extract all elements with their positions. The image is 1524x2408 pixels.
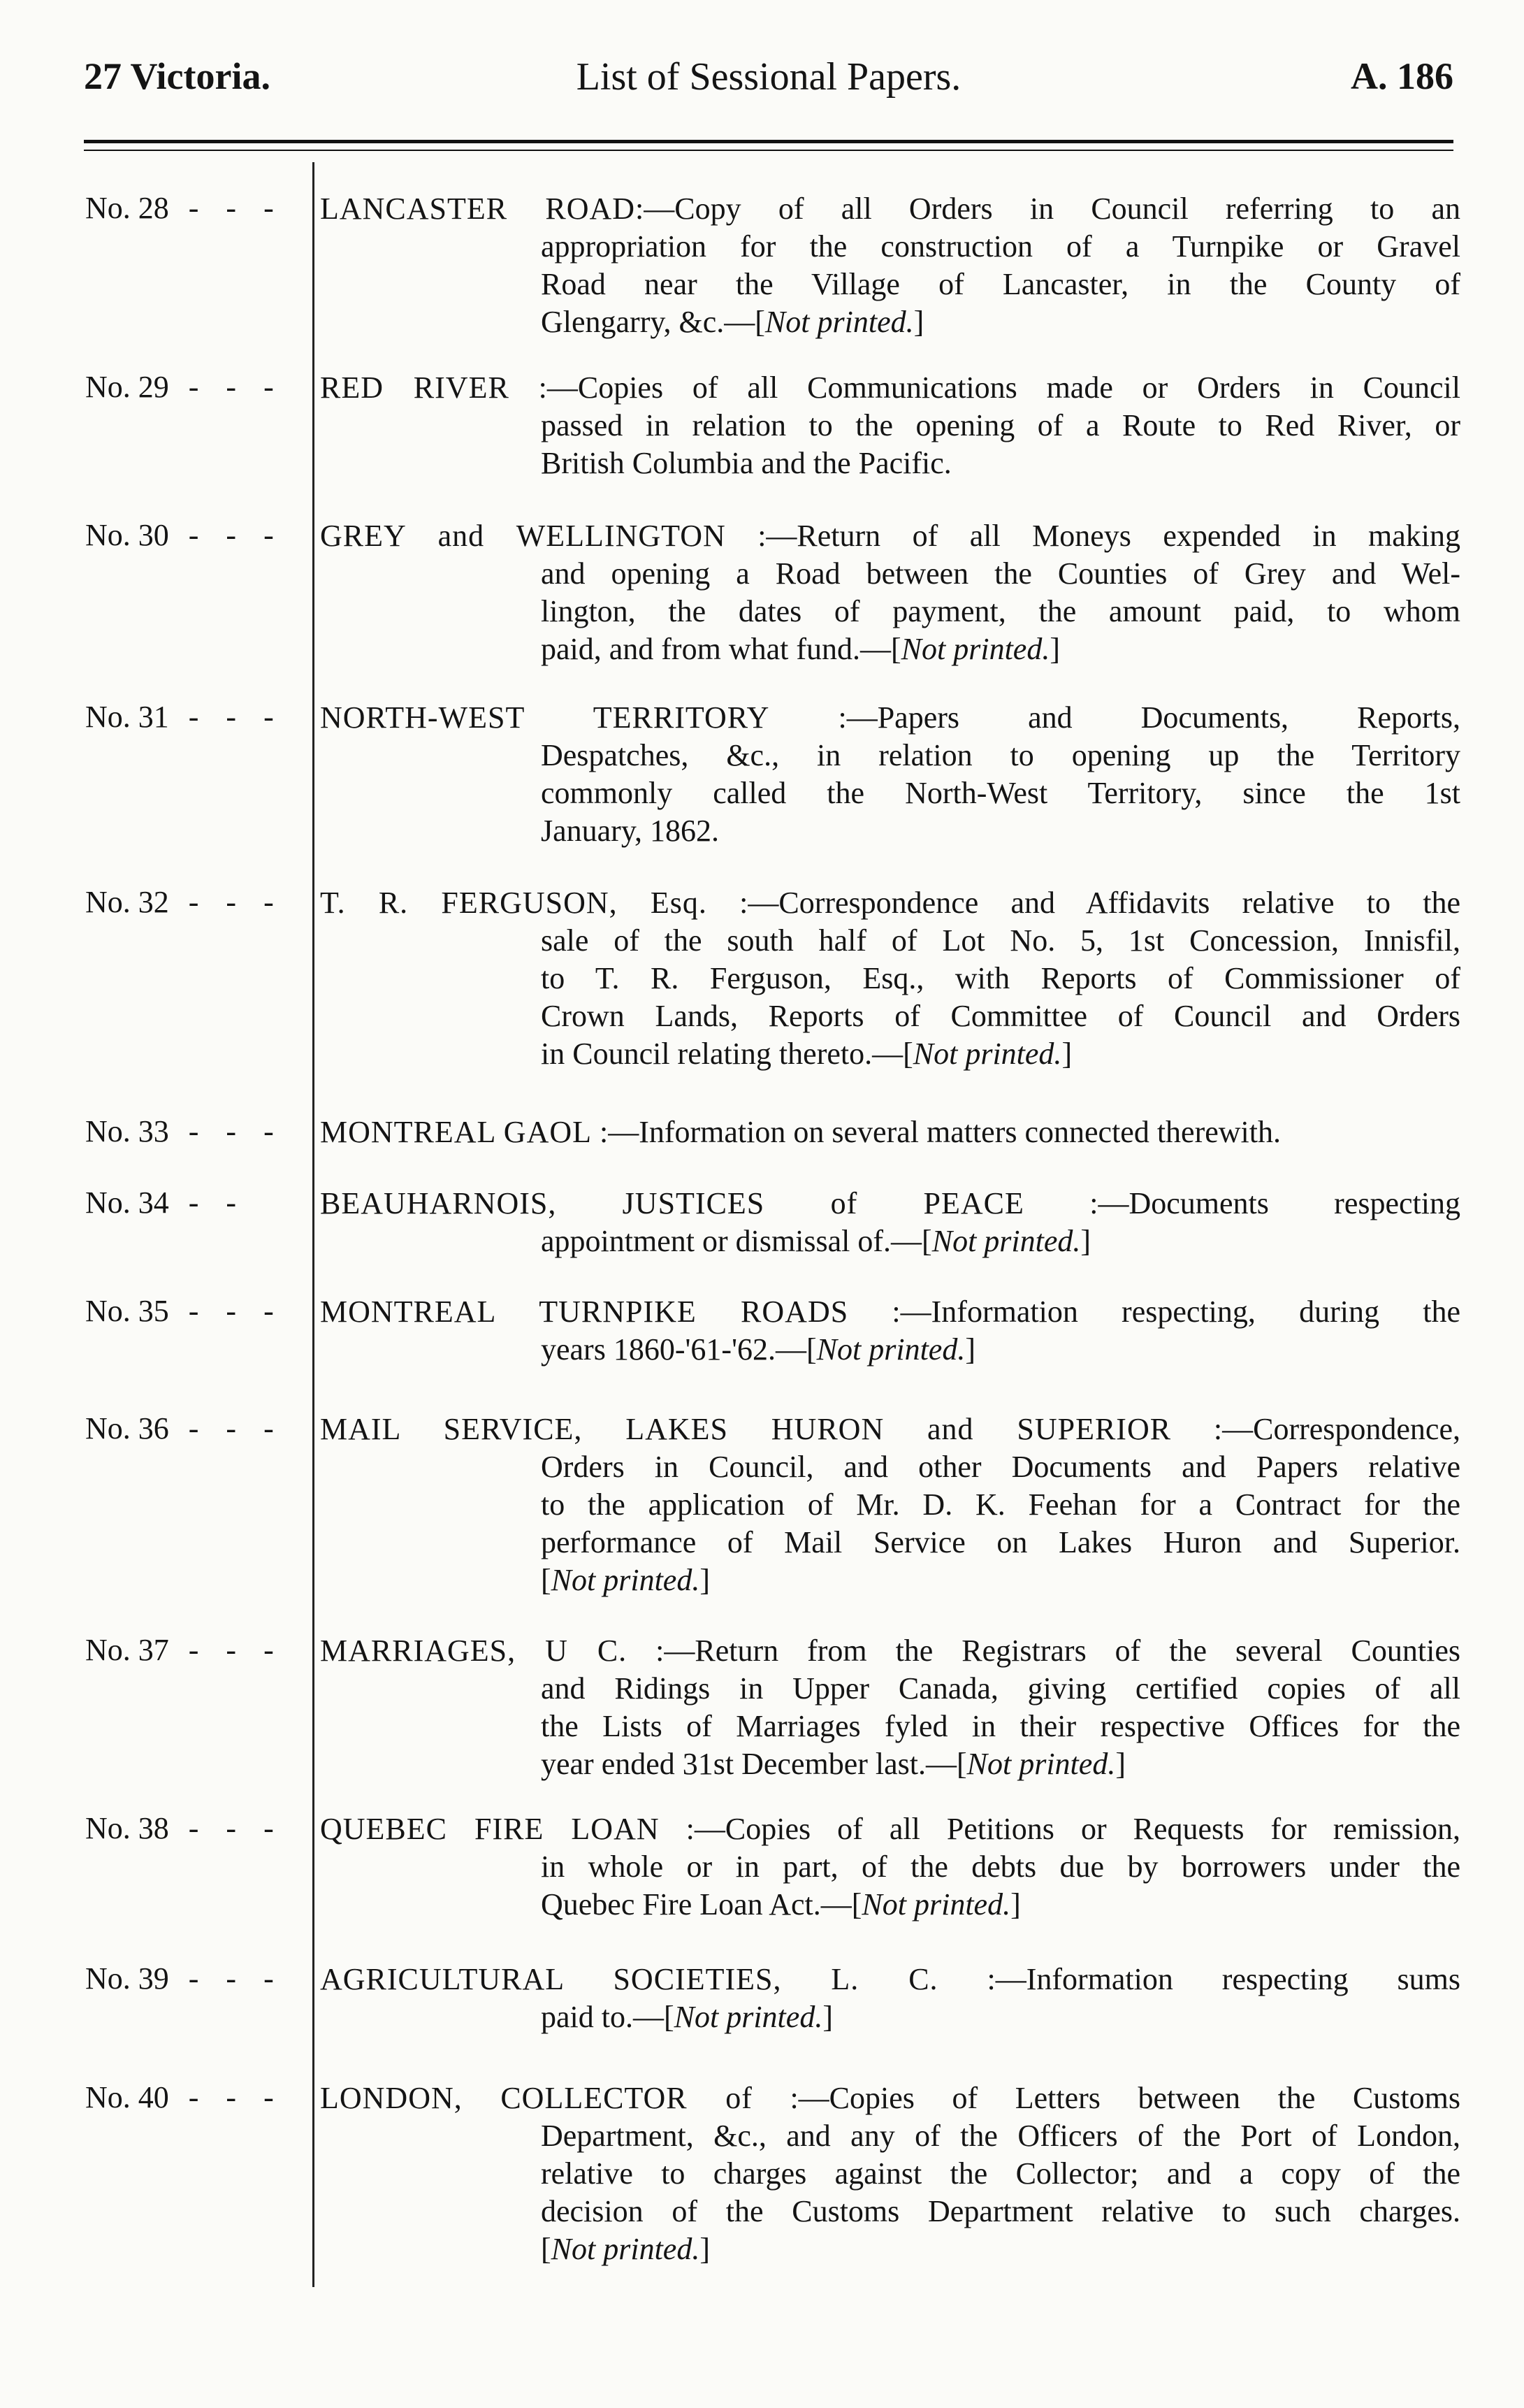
paper-number-label: No. 36 [85, 1411, 169, 1445]
paper-number [85, 517, 284, 553]
paper-number-label: No. 28 [85, 191, 169, 225]
description-first-line: MARRIAGES, U C. :—Return from the Registrars of the several Counties [320, 1634, 1460, 1668]
paper-heading: MARRIAGES, U C. [320, 1634, 627, 1668]
paper-number [85, 1293, 284, 1329]
paper-heading: LANCASTER ROAD [320, 192, 636, 226]
leader-dashes: - - - [188, 191, 284, 225]
description-first-line: NORTH-WEST TERRITORY :—Papers and Documents, Reports, [320, 700, 1460, 735]
leader-dashes: - - - [188, 1294, 284, 1328]
description-line: and Ridings in Upper Canada, giving certified copies of all [541, 1671, 1460, 1706]
leader-dashes: - - - [188, 1961, 284, 1996]
paper-heading: NORTH-WEST TERRITORY [320, 700, 770, 735]
paper-number [85, 1810, 284, 1846]
description-line: and opening a Road between the Counties of Grey and Wel- [541, 556, 1460, 591]
description-line: sale of the south half of Lot No. 5, 1st Concession, Innisfil, [541, 923, 1460, 958]
paper-number [85, 369, 284, 405]
description-line: performance of Mail Service on Lakes Huron and Superior. [541, 1525, 1460, 1559]
description-line: January, 1862. [541, 814, 719, 848]
leader-dashes: - - - [188, 2080, 284, 2114]
not-printed-note: Not printed. [931, 1224, 1081, 1258]
not-printed-note: Not printed. [674, 2000, 823, 2034]
leader-dashes: - - - [188, 1411, 284, 1445]
description-line: commonly called the North-West Territory, since the 1st [541, 776, 1460, 810]
description-first-line: LANCASTER ROAD:—Copy of all Orders in Council referring to an [320, 192, 1460, 226]
header-rule-thin [84, 150, 1453, 151]
leader-dashes: - - - [188, 885, 284, 919]
paper-description [320, 369, 1460, 482]
description-first-line: RED RIVER :—Copies of all Communications made or Orders in Council [320, 370, 1461, 405]
description-first-line: MAIL SERVICE, LAKES HURON and SUPERIOR :—Correspondence, [320, 1412, 1460, 1446]
paper-description [320, 517, 1460, 668]
column-divider [312, 162, 314, 2287]
paper-description [320, 190, 1460, 341]
description-line: Quebec Fire Loan Act.—[Not printed.] [541, 1887, 1021, 1922]
paper-number [85, 1411, 284, 1446]
not-printed-note: Not printed. [551, 2232, 700, 2266]
paper-number [85, 1113, 284, 1149]
leader-dashes: - - - [188, 518, 284, 552]
paper-heading: MONTREAL TURNPIKE ROADS [320, 1295, 849, 1329]
paper-description [320, 1293, 1460, 1369]
leader-dashes: - - - [188, 1633, 284, 1667]
leader-dashes: - - - [188, 370, 284, 404]
paper-heading: RED RIVER [320, 370, 509, 405]
description-line: paid to.—[Not printed.] [541, 2000, 833, 2034]
paper-number-label: No. 29 [85, 370, 169, 404]
description-line: decision of the Customs Department relative to such charges. [541, 2194, 1460, 2228]
paper-heading: GREY and WELLINGTON [320, 519, 726, 553]
leader-dashes: - - - [188, 1114, 284, 1148]
paper-description [320, 884, 1460, 1073]
description-line: [Not printed.] [541, 2232, 710, 2266]
not-printed-note: Not printed. [966, 1747, 1116, 1781]
description-line: British Columbia and the Pacific. [541, 446, 952, 480]
paper-number [85, 1632, 284, 1668]
paper-description [320, 1113, 1460, 1151]
paper-description [320, 1411, 1460, 1599]
paper-heading: AGRICULTURAL SOCIETIES, L. C. [320, 1962, 938, 1996]
header-rule-thick [84, 140, 1453, 143]
paper-number-label: No. 33 [85, 1114, 169, 1148]
leader-dashes: - - - [188, 700, 284, 734]
description-line: in whole or in part, of the debts due by borrowers under the [541, 1850, 1460, 1884]
paper-number-label: No. 31 [85, 700, 169, 734]
description-first-line: GREY and WELLINGTON :—Return of all Moneys expended in making [320, 519, 1460, 553]
leader-dashes: - - - [188, 1811, 284, 1845]
description-line: in Council relating thereto.—[Not printed.] [541, 1037, 1073, 1071]
description-first-line: AGRICULTURAL SOCIETIES, L. C. :—Information respecting sums [320, 1962, 1460, 1996]
paper-heading: BEAUHARNOIS, JUSTICES of PEACE [320, 1186, 1024, 1220]
description-line: Road near the Village of Lancaster, in the County of [541, 267, 1460, 301]
description-first-line: QUEBEC FIRE LOAN :—Copies of all Petitions or Requests for remission, [320, 1812, 1460, 1846]
paper-number [85, 1185, 246, 1220]
description-line: appointment or dismissal of.—[Not printed.] [541, 1224, 1091, 1258]
header-title: List of Sessional Papers. [576, 55, 961, 99]
paper-heading: MAIL SERVICE, LAKES HURON and SUPERIOR [320, 1412, 1172, 1446]
paper-description [320, 1632, 1460, 1783]
paper-number-label: No. 32 [85, 885, 169, 919]
paper-description [320, 1961, 1460, 2036]
description-line: lington, the dates of payment, the amount paid, to whom [541, 594, 1460, 628]
description-line: relative to charges against the Collector; and a copy of the [541, 2156, 1460, 2191]
paper-description [320, 1810, 1460, 1924]
description-first-line: MONTREAL GAOL :—Information on several matters connected therewith. [320, 1115, 1281, 1149]
not-printed-note: Not printed. [862, 1887, 1011, 1922]
description-first-line: MONTREAL TURNPIKE ROADS :—Information respecting, during the [320, 1295, 1460, 1329]
description-line: years 1860-'61-'62.—[Not printed.] [541, 1332, 975, 1367]
description-line: to the application of Mr. D. K. Feehan for a Contract for the [541, 1487, 1460, 1522]
paper-description [320, 1185, 1460, 1260]
not-printed-note: Not printed. [913, 1037, 1062, 1071]
description-line: year ended 31st December last.—[Not printed.] [541, 1747, 1126, 1781]
page-header [84, 55, 1453, 110]
paper-heading: T. R. FERGUSON, Esq. [320, 886, 707, 920]
leader-dashes: - - [188, 1185, 247, 1220]
paper-number [85, 190, 284, 226]
description-line: appropriation for the construction of a Turnpike or Gravel [541, 229, 1460, 264]
header-session: 27 Victoria. [84, 55, 270, 97]
description-line: Crown Lands, Reports of Committee of Council and Orders [541, 999, 1460, 1033]
paper-number-label: No. 40 [85, 2080, 169, 2114]
description-first-line: LONDON, COLLECTOR of :—Copies of Letters between the Customs [320, 2081, 1460, 2115]
paper-number-label: No. 35 [85, 1294, 169, 1328]
paper-heading: LONDON, COLLECTOR of [320, 2081, 753, 2115]
description-line: Glengarry, &c.—[Not printed.] [541, 305, 924, 339]
paper-number-label: No. 38 [85, 1811, 169, 1845]
not-printed-note: Not printed. [764, 305, 914, 339]
header-page-ref: A. 186 [1351, 55, 1453, 97]
paper-number [85, 884, 284, 920]
paper-description [320, 699, 1460, 850]
description-line: to T. R. Ferguson, Esq., with Reports of Commissioner of [541, 961, 1460, 995]
description-line: passed in relation to the opening of a Route to Red River, or [541, 408, 1460, 442]
paper-number-label: No. 39 [85, 1961, 169, 1996]
description-first-line: BEAUHARNOIS, JUSTICES of PEACE :—Documents respecting [320, 1186, 1460, 1220]
not-printed-note: Not printed. [816, 1332, 966, 1367]
paper-heading: MONTREAL GAOL [320, 1115, 592, 1149]
paper-description [320, 2079, 1460, 2268]
description-line: paid, and from what fund.—[Not printed.] [541, 632, 1060, 666]
paper-number-label: No. 37 [85, 1633, 169, 1667]
paper-number [85, 2079, 284, 2115]
paper-number [85, 1961, 284, 1996]
description-line: Orders in Council, and other Documents and Papers relative [541, 1450, 1460, 1484]
paper-number-label: No. 34 [85, 1185, 169, 1220]
paper-heading: QUEBEC FIRE LOAN [320, 1812, 660, 1846]
not-printed-note: Not printed. [551, 1563, 700, 1597]
paper-number [85, 699, 284, 735]
paper-number-label: No. 30 [85, 518, 169, 552]
not-printed-note: Not printed. [901, 632, 1050, 666]
description-first-line: T. R. FERGUSON, Esq. :—Correspondence and Affidavits relative to the [320, 886, 1460, 920]
description-line: Department, &c., and any of the Officers of the Port of London, [541, 2119, 1460, 2153]
description-line: [Not printed.] [541, 1563, 710, 1597]
description-line: Despatches, &c., in relation to opening up the Territory [541, 738, 1460, 772]
description-line: the Lists of Marriages fyled in their respective Offices for the [541, 1709, 1460, 1743]
